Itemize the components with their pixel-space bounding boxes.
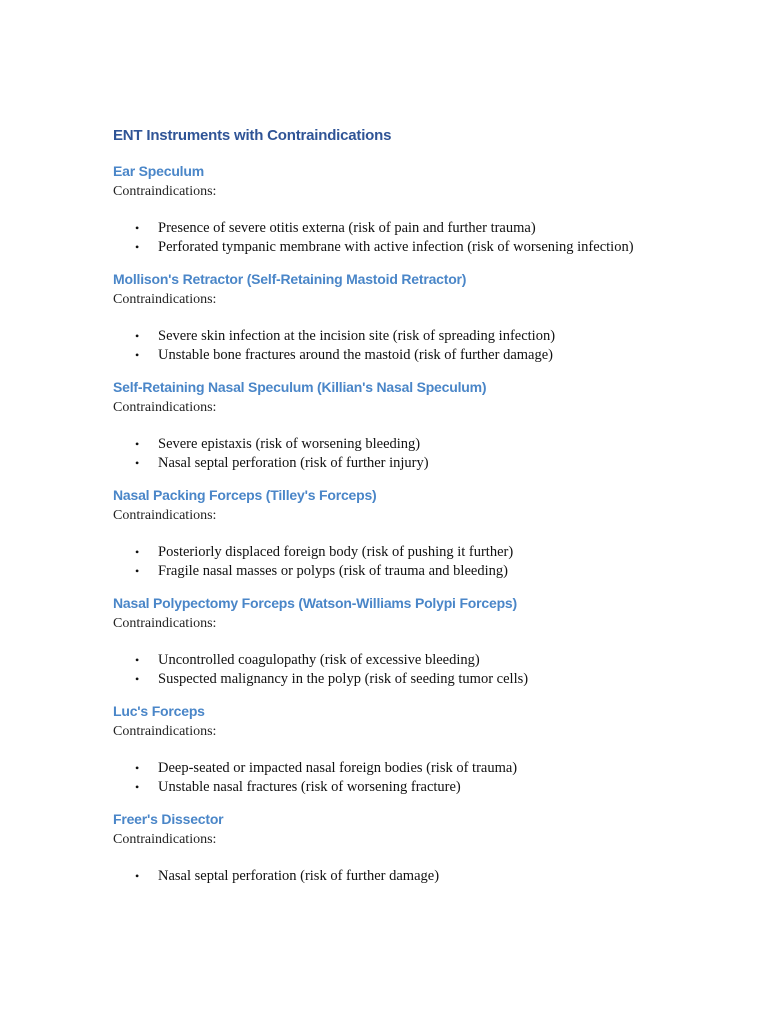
list-item-text: Uncontrolled coagulopathy (risk of excessive bleeding) <box>158 652 480 668</box>
instrument-section <box>113 808 733 886</box>
bullet-icon: • <box>135 455 140 470</box>
contraindication-list <box>113 327 733 364</box>
contraindication-list <box>113 651 733 688</box>
list-item-text: Presence of severe otitis externa (risk of pain and further trauma) <box>158 220 536 236</box>
contraindications-label: Contraindications: <box>113 616 217 631</box>
bullet-icon: • <box>135 329 140 343</box>
list-item-text: Posteriorly displaced foreign body (risk of pushing it further) <box>158 544 514 560</box>
list-item-text: Fragile nasal masses or polyps (risk of trauma and bleeding) <box>158 562 508 579</box>
list-item-text: Severe epistaxis (risk of worsening bleeding) <box>158 436 421 452</box>
instrument-section <box>113 160 733 256</box>
bullet-icon: • <box>135 563 140 578</box>
bullet-icon: • <box>135 653 140 667</box>
bullet-icon: • <box>135 761 140 775</box>
list-item <box>113 327 733 346</box>
contraindications-label: Contraindications: <box>113 184 217 199</box>
section-heading: Self-Retaining Nasal Speculum (Killian's Nasal Speculum) <box>113 379 487 395</box>
list-item <box>113 759 733 778</box>
list-item <box>113 543 733 562</box>
list-item <box>113 435 733 454</box>
instrument-section <box>113 700 733 796</box>
list-item-text: Unstable bone fractures around the mastoid (risk of further damage) <box>158 346 553 363</box>
bullet-icon: • <box>135 869 140 883</box>
list-item <box>113 651 733 670</box>
list-item <box>113 238 733 257</box>
instrument-section <box>113 268 733 364</box>
list-item <box>113 867 733 886</box>
sections-container <box>113 160 733 886</box>
list-item <box>113 454 733 473</box>
contraindications-label: Contraindications: <box>113 400 217 415</box>
section-heading: Freer's Dissector <box>113 811 224 827</box>
list-item-text: Perforated tympanic membrane with active infection (risk of worsening infection) <box>158 238 634 255</box>
document-page <box>113 124 733 886</box>
list-item <box>113 562 733 581</box>
contraindication-list <box>113 435 733 472</box>
list-item-text: Nasal septal perforation (risk of further damage) <box>158 868 440 884</box>
contraindication-list <box>113 219 733 256</box>
section-heading: Nasal Polypectomy Forceps (Watson-Williams Polypi Forceps) <box>113 595 517 611</box>
contraindication-list <box>113 867 733 886</box>
contraindications-label: Contraindications: <box>113 292 217 307</box>
bullet-icon: • <box>135 779 140 794</box>
contraindications-label: Contraindications: <box>113 508 217 523</box>
section-heading: Nasal Packing Forceps (Tilley's Forceps) <box>113 487 377 503</box>
bullet-icon: • <box>135 671 140 686</box>
list-item <box>113 778 733 797</box>
instrument-section <box>113 484 733 580</box>
contraindications-label: Contraindications: <box>113 724 217 739</box>
instrument-section <box>113 376 733 472</box>
bullet-icon: • <box>135 347 140 362</box>
contraindication-list <box>113 543 733 580</box>
list-item <box>113 346 733 365</box>
contraindication-list <box>113 759 733 796</box>
contraindications-label: Contraindications: <box>113 832 217 847</box>
list-item <box>113 670 733 689</box>
bullet-icon: • <box>135 239 140 254</box>
list-item-text: Severe skin infection at the incision site (risk of spreading infection) <box>158 328 556 344</box>
list-item-text: Deep-seated or impacted nasal foreign bodies (risk of trauma) <box>158 760 518 776</box>
section-heading: Luc's Forceps <box>113 703 205 719</box>
bullet-icon: • <box>135 545 140 559</box>
list-item-text: Unstable nasal fractures (risk of worsening fracture) <box>158 778 461 795</box>
bullet-icon: • <box>135 221 140 235</box>
list-item-text: Suspected malignancy in the polyp (risk of seeding tumor cells) <box>158 670 529 687</box>
document-title: ENT Instruments with Contraindications <box>113 127 392 144</box>
list-item-text: Nasal septal perforation (risk of further injury) <box>158 454 429 471</box>
instrument-section <box>113 592 733 688</box>
section-heading: Mollison's Retractor (Self-Retaining Mastoid Retractor) <box>113 271 467 287</box>
bullet-icon: • <box>135 437 140 451</box>
section-heading: Ear Speculum <box>113 163 204 179</box>
list-item <box>113 219 733 238</box>
